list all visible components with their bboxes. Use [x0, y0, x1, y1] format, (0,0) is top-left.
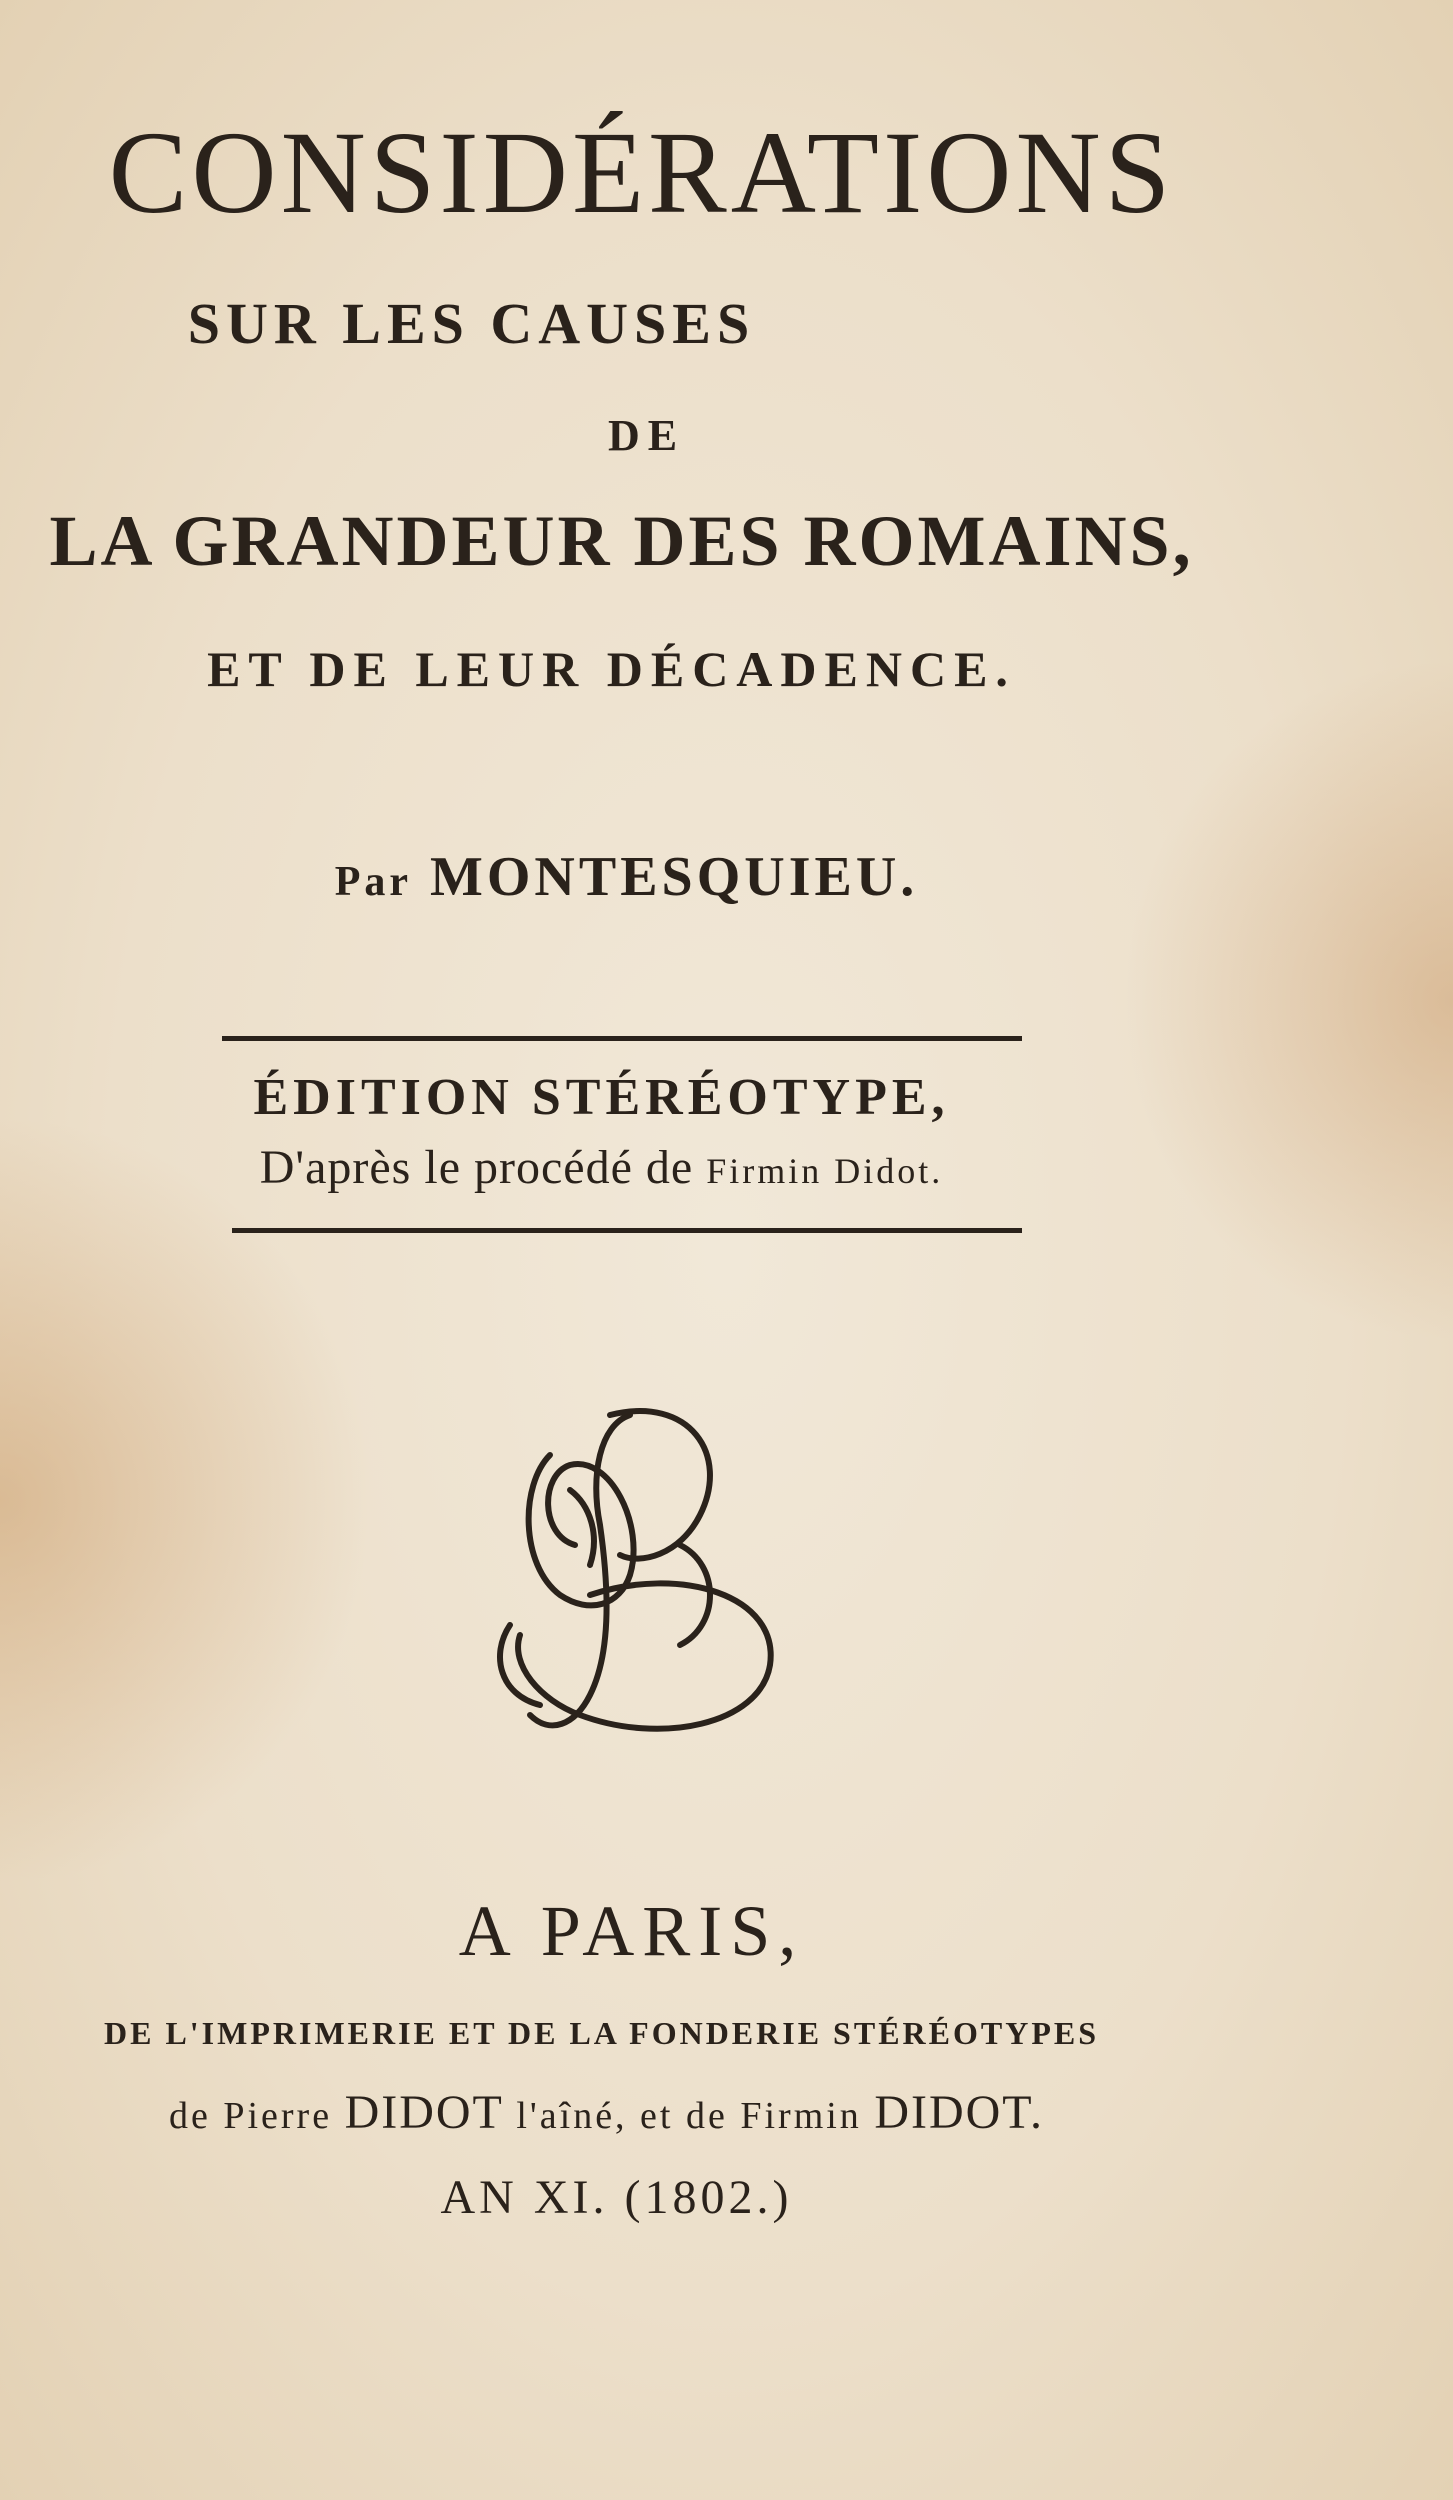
place-line: A PARIS, [458, 1891, 805, 1971]
subtitle-line-2: LA GRANDEUR DES ROMAINS, [49, 501, 1194, 581]
pd-monogram [480, 1395, 800, 1755]
bottom-rule [232, 1228, 1022, 1233]
printer-line-1: DE L'IMPRIMERIE ET DE LA FONDERIE STÉRÉOTYPES [103, 2015, 1100, 2051]
author-name: MONTESQUIEU. [430, 846, 919, 908]
printer-line-2 [0, 2085, 1333, 2140]
date-line: AN XI. (1802.) [440, 2171, 793, 2224]
top-rule [222, 1036, 1022, 1041]
author-line [0, 845, 1353, 909]
printer-laine: l'aîné, et de [516, 2095, 728, 2137]
edition-dapres-line [0, 1140, 1328, 1195]
edition-dapres: D'après le procédé de [259, 1141, 694, 1194]
subtitle-line-1: SUR LES CAUSES [187, 291, 756, 356]
subtitle-de: DE [607, 411, 686, 460]
book-title: CONSIDÉRATIONS [108, 107, 1175, 238]
edition-name: Firmin Didot. [706, 1151, 944, 1191]
printer-pierre: Pierre [223, 2095, 333, 2137]
subtitle-line-3: ET DE LEUR DÉCADENCE. [207, 641, 1016, 697]
printer-firmin: Firmin [740, 2095, 862, 2137]
printer-de: de [168, 2095, 211, 2137]
edition-line: ÉDITION STÉRÉOTYPE, [253, 1069, 950, 1126]
author-par: Par [334, 859, 412, 905]
printer-didot-2: DIDOT. [874, 2086, 1045, 2139]
printer-didot-1: DIDOT [344, 2086, 504, 2139]
